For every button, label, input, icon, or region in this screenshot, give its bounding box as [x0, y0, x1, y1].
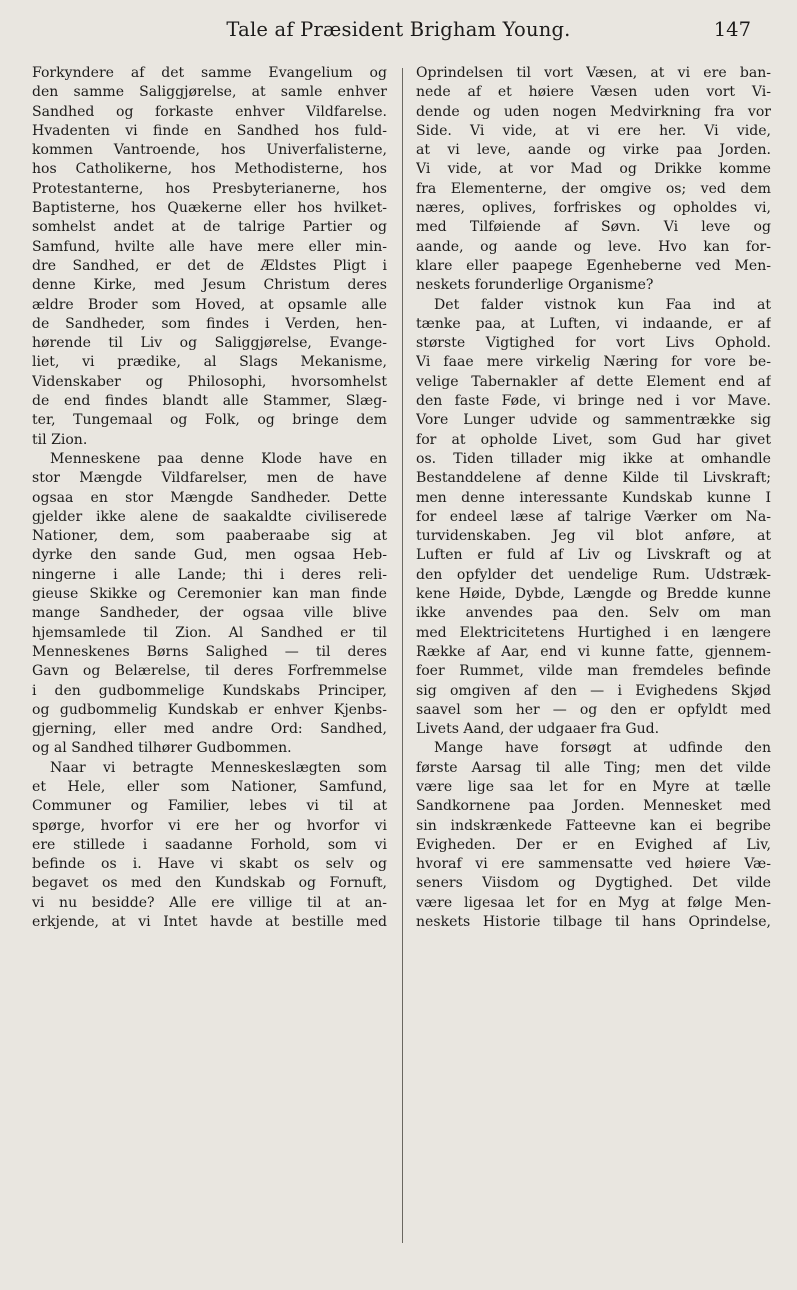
text-line: Gavn og Belærelse, til deres Forfremmelse: [32, 663, 387, 680]
text-line: os. Tiden tillader mig ikke at omhandle: [416, 450, 771, 467]
text-line: Livets Aand, der udgaaer fra Gud.: [416, 721, 660, 738]
text-line: befinde os i. Have vi skabt os selv og: [32, 856, 387, 873]
text-line: ogsaa en stor Mængde Sandheder. Dette: [32, 489, 387, 506]
text-line: Naar vi betragte Menneskeslægten som: [50, 759, 387, 776]
text-line: den samme Saliggjørelse, at samle enhver: [32, 84, 387, 101]
text-line: gieuse Skikke og Ceremonier kan man finde: [32, 586, 387, 603]
text-line: Hvadenten vi finde en Sandhed hos fuld-: [32, 122, 387, 139]
text-line: Det falder vistnok kun Faa ind at: [434, 296, 771, 313]
text-line: Luften er fuld af Liv og Livskraft og at: [416, 547, 771, 564]
text-line: Videnskaber og Philosophi, hvorsomhelst: [32, 373, 387, 390]
page-number: 147: [713, 18, 751, 41]
text-line: sig omgiven af den — i Evighedens Skjød: [416, 682, 771, 699]
text-line: fra Elementerne, der omgive os; ved dem: [416, 180, 771, 197]
text-line: stor Mængde Vildfarelser, men de have: [32, 470, 387, 487]
text-line: med Tilføiende af Søvn. Vi leve og: [416, 219, 771, 236]
text-line: den faste Føde, vi bringe ned i vor Mave.: [416, 393, 771, 410]
text-line: og al Sandhed tilhører Gudbommen.: [32, 740, 292, 757]
text-line: de Sandheder, som findes i Verden, hen-: [32, 315, 387, 332]
text-line: Mange have forsøgt at udfinde den: [434, 740, 771, 757]
text-line: Menneskenes Børns Salighed — til deres: [32, 643, 387, 660]
text-line: for endeel læse af talrige Værker om Na-: [416, 508, 771, 525]
text-line: Vi faae mere virkelig Næring for vore be-: [416, 354, 771, 371]
text-line: liet, vi prædike, al Slags Mekanisme,: [32, 354, 387, 371]
text-line: Evigheden. Der er en Evighed af Liv,: [416, 836, 771, 853]
text-line: ældre Broder som Hoved, at opsamle alle: [32, 296, 387, 313]
text-line: Menneskene paa denne Klode have en: [50, 450, 387, 467]
text-line: men denne interessante Kundskab kunne I: [416, 489, 771, 506]
text-line: Bestanddelene af denne Kilde til Livskraft;: [416, 470, 771, 487]
text-line: begavet os med den Kundskab og Fornuft,: [32, 875, 387, 892]
text-line: gjelder ikke alene de saakaldte civiliserede: [32, 508, 387, 525]
text-line: ter, Tungemaal og Folk, og bringe dem: [32, 412, 387, 429]
text-line: neskets Historie tilbage til hans Oprindelse,: [416, 914, 771, 931]
text-line: dyrke den sande Gud, men ogsaa Heb-: [32, 547, 387, 564]
text-line: kene Høide, Dybde, Længde og Bredde kunne: [416, 586, 771, 603]
text-line: de end findes blandt alle Stammer, Slæg-: [32, 393, 387, 410]
text-line: næres, oplives, forfriskes og opholdes vi,: [416, 200, 771, 217]
text-line: Sandhed og forkaste enhver Vildfarelse.: [32, 103, 387, 120]
text-line: hos Catholikerne, hos Methodisterne, hos: [32, 161, 387, 178]
text-line: turvidenskaben. Jeg vil blot anføre, at: [416, 528, 771, 545]
text-line: Sandkornene paa Jorden. Mennesket med: [416, 798, 771, 815]
text-line: Oprindelsen til vort Væsen, at vi ere ban-: [416, 65, 771, 81]
text-line: somhelst andet at de talrige Partier og: [32, 219, 387, 236]
text-line: og gudbommelig Kundskab er enhver Kjenbs-: [32, 701, 387, 718]
text-line: velige Tabernakler af dette Element end af: [416, 373, 771, 390]
left-text-column: [32, 64, 387, 932]
text-line: Baptisterne, hos Quækerne eller hos hvilket-: [32, 200, 387, 217]
text-line: dre Sandhed, er det de Ældstes Pligt i: [32, 257, 387, 274]
text-line: hvoraf vi ere sammensatte ved høiere Væ-: [416, 856, 771, 873]
text-line: største Vigtighed for vort Livs Ophold.: [416, 335, 771, 352]
text-line: mange Sandheder, der ogsaa ville blive: [32, 605, 387, 622]
text-line: Række af Aar, end vi kunne fatte, gjennem-: [416, 643, 771, 660]
text-line: aande, og aande og leve. Hvo kan for-: [416, 238, 771, 255]
text-line: Nationer, dem, som paaberaabe sig at: [32, 528, 387, 545]
text-line: saavel som her — og den er opfyldt med: [416, 701, 771, 718]
text-line: gjerning, eller med andre Ord: Sandhed,: [32, 721, 387, 738]
text-line: for at opholde Livet, som Gud har givet: [416, 431, 771, 448]
text-line: Protestanterne, hos Presbyterianerne, hos: [32, 180, 387, 197]
text-line: tænke paa, at Luften, vi indaande, er af: [416, 315, 771, 332]
text-line: Vi vide, at vor Mad og Drikke komme: [416, 161, 771, 178]
text-line: hjemsamlede til Zion. Al Sandhed er til: [32, 624, 387, 641]
text-line: erkjende, at vi Intet havde at bestille med: [32, 914, 387, 931]
text-line: være lige saa let for en Myre at tælle: [416, 778, 771, 795]
right-text-column: [416, 64, 771, 932]
column-divider: [402, 68, 403, 1243]
text-line: kommen Vantroende, hos Univerfalisterne,: [32, 142, 387, 159]
text-line: i den gudbommelige Kundskabs Principer,: [32, 682, 387, 699]
text-line: nede af et høiere Væsen uden vort Vi-: [416, 84, 771, 101]
page-header: [0, 0, 797, 62]
text-line: ere stillede i saadanne Forhold, som vi: [32, 836, 387, 853]
running-title: Tale af Præsident Brigham Young.: [226, 18, 571, 41]
text-line: denne Kirke, med Jesum Christum deres: [32, 277, 387, 294]
text-line: ikke anvendes paa den. Selv om man: [416, 605, 771, 622]
text-line: et Hele, eller som Nationer, Samfund,: [32, 778, 387, 795]
text-line: Communer og Familier, lebes vi til at: [32, 798, 387, 815]
text-line: vi nu besidde? Alle ere villige til at an-: [32, 894, 387, 911]
text-line: være ligesaa let for en Myg at følge Men-: [416, 894, 771, 911]
text-line: Vore Lunger udvide og sammentrække sig: [416, 412, 771, 429]
text-line: neskets forunderlige Organisme?: [416, 277, 654, 294]
text-line: Side. Vi vide, at vi ere her. Vi vide,: [416, 122, 771, 139]
text-line: hørende til Liv og Saliggjørelse, Evange-: [32, 335, 387, 352]
text-line: Samfund, hvilte alle have mere eller min-: [32, 238, 387, 255]
text-line: første Aarsag til alle Ting; men det vilde: [416, 759, 771, 776]
text-line: seners Viisdom og Dygtighed. Det vilde: [416, 875, 771, 892]
text-line: sin indskrænkede Fatteevne kan ei begribe: [416, 817, 771, 834]
text-line: med Elektricitetens Hurtighed i en længere: [416, 624, 771, 641]
text-line: at vi leve, aande og virke paa Jorden.: [416, 142, 771, 159]
text-line: den opfylder det uendelige Rum. Udstræk-: [416, 566, 771, 583]
text-line: dende og uden nogen Medvirkning fra vor: [416, 103, 771, 120]
text-line: til Zion.: [32, 431, 88, 448]
text-line: ningerne i alle Lande; thi i deres reli-: [32, 566, 387, 583]
text-line: Forkyndere af det samme Evangelium og: [32, 65, 387, 81]
text-line: foer Rummet, vilde man fremdeles befinde: [416, 663, 771, 680]
text-line: spørge, hvorfor vi ere her og hvorfor vi: [32, 817, 387, 834]
text-line: klare eller paapege Egenheberne ved Men-: [416, 257, 771, 274]
